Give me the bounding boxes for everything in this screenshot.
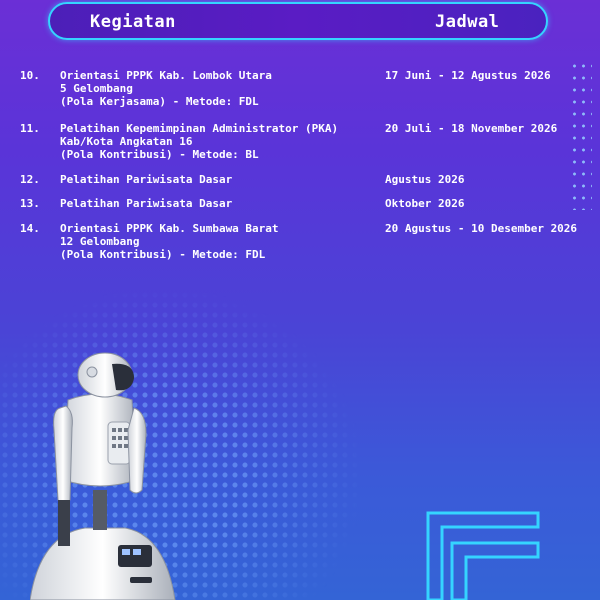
activity-line: Pelatihan Pariwisata Dasar [60,197,233,210]
robot-illustration [30,350,180,600]
row-activity [60,222,360,261]
row-number: 10. [20,69,40,82]
row-activity [60,173,360,186]
activity-line: (Pola Kontribusi) - Metode: FDL [60,248,266,261]
row-activity [60,69,360,108]
row-schedule: 17 Juni - 12 Agustus 2026 [385,69,551,82]
activity-line: 12 Gelombang [60,235,140,248]
row-number: 13. [20,197,40,210]
activity-line: (Pola Kontribusi) - Metode: BL [60,148,259,161]
row-schedule: 20 Juli - 18 November 2026 [385,122,558,135]
bracket-logo-icon [420,505,540,600]
table-header-bar [48,2,548,40]
row-schedule: Oktober 2026 [385,197,465,210]
activity-line: Orientasi PPPK Kab. Lombok Utara [60,69,272,82]
row-number: 12. [20,173,40,186]
row-schedule: 20 Agustus - 10 Desember 2026 [385,222,578,235]
header-activity-label: Kegiatan [90,12,176,32]
activity-line: Kab/Kota Angkatan 16 [60,135,193,148]
row-activity [60,122,360,161]
activity-line: (Pola Kerjasama) - Metode: FDL [60,95,259,108]
row-activity [60,197,360,210]
row-number: 11. [20,122,40,135]
activity-line: Pelatihan Kepemimpinan Administrator (PKA) [60,122,339,135]
activity-line: Pelatihan Pariwisata Dasar [60,173,233,186]
header-schedule-label: Jadwal [435,12,500,32]
decorative-dots [570,60,592,210]
activity-line: Orientasi PPPK Kab. Sumbawa Barat [60,222,279,235]
row-number: 14. [20,222,40,235]
row-schedule: Agustus 2026 [385,173,465,186]
activity-line: 5 Gelombang [60,82,133,95]
